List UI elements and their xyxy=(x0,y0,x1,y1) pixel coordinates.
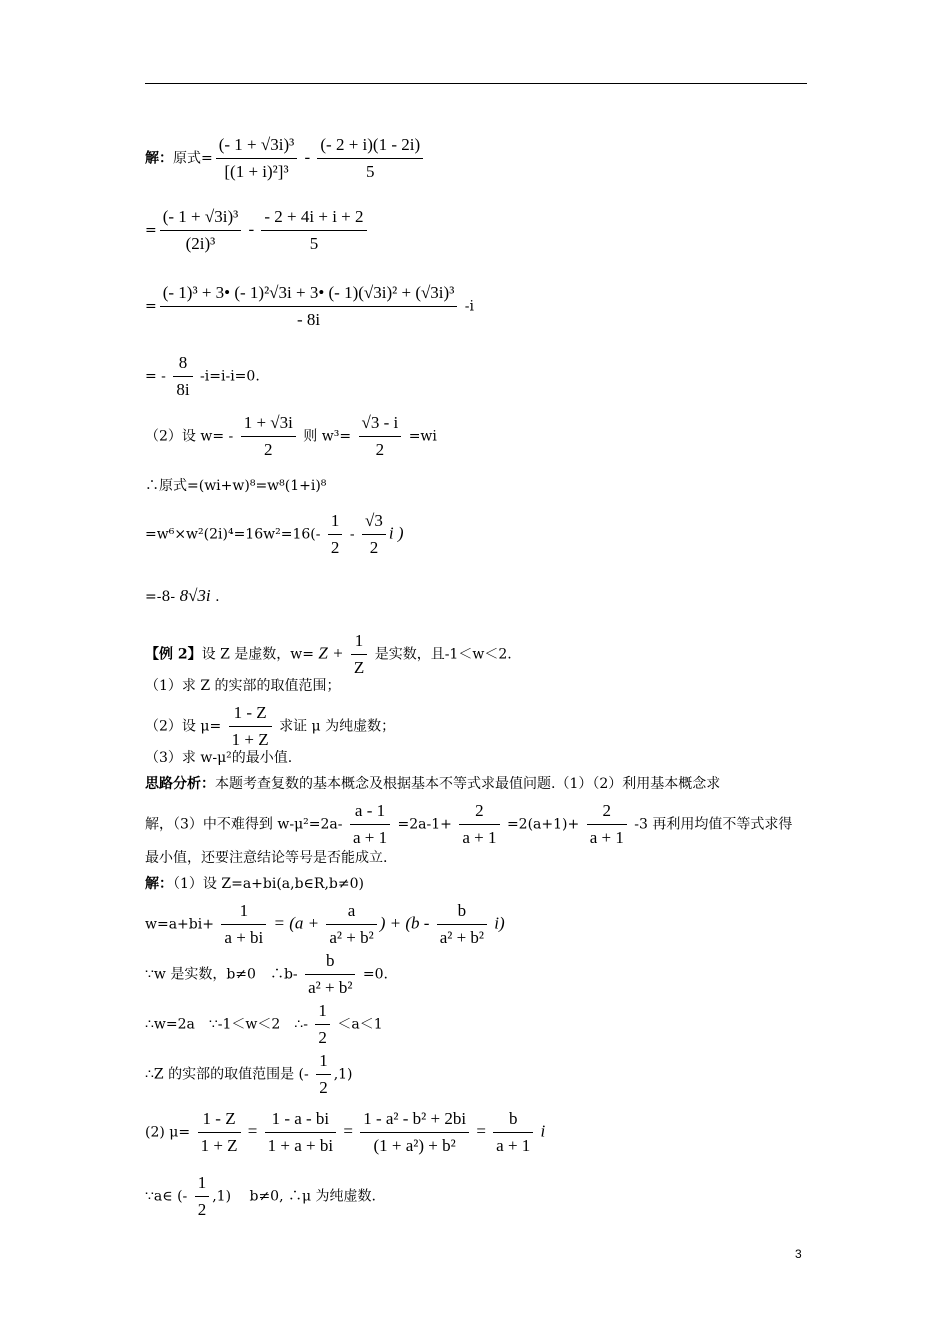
text: ∴原式=(wi+w)⁸=w⁸(1+i)⁸ xyxy=(145,478,327,494)
fraction xyxy=(359,412,402,461)
numerator: 1 xyxy=(351,630,367,655)
fraction xyxy=(587,800,627,849)
text: （2）设 w= - xyxy=(145,428,238,445)
numerator: √3 - i xyxy=(359,412,402,437)
fraction xyxy=(221,900,266,949)
question-1 xyxy=(145,676,341,696)
denominator: Z xyxy=(353,658,365,677)
fraction xyxy=(261,206,366,255)
text: 原式= xyxy=(173,150,213,167)
analysis-line-3 xyxy=(145,848,387,868)
denominator: a² + b² xyxy=(308,978,353,997)
numerator: 1 xyxy=(315,1000,330,1025)
text: (2) μ= xyxy=(145,1124,195,1141)
solution-line-1 xyxy=(145,134,426,183)
page-number: 3 xyxy=(795,1247,802,1261)
question-3 xyxy=(145,748,292,768)
numerator: b xyxy=(305,950,355,975)
text: （3）求 w-μ²的最小值. xyxy=(145,750,293,766)
fraction xyxy=(360,1108,469,1157)
text: = xyxy=(145,298,157,315)
denominator: a² + b² xyxy=(329,928,374,947)
text: =0. xyxy=(358,966,388,983)
text: =2a-1+ xyxy=(393,816,457,833)
numerator: 1 + √3i xyxy=(241,412,296,437)
text: =2(a+1)+ xyxy=(502,816,584,833)
solution-line-7 xyxy=(145,510,404,559)
operator: = xyxy=(472,1121,491,1141)
fraction xyxy=(316,1050,331,1099)
solution-label: 解： xyxy=(145,150,173,167)
fraction xyxy=(362,510,386,559)
analysis-line-1 xyxy=(145,774,720,794)
solution-line-3 xyxy=(145,282,474,331)
denominator: (2i)³ xyxy=(185,234,216,253)
text: ∴Z 的实部的取值范围是 (- xyxy=(145,1066,314,1083)
operator: - xyxy=(244,219,259,239)
solution-line-6 xyxy=(145,476,326,496)
math: i) xyxy=(490,913,505,933)
text: （1）设 Z=a+bi(a,b∈R,b≠0) xyxy=(173,876,364,892)
example-2-header xyxy=(145,630,512,679)
text: 则 w³= xyxy=(298,428,356,445)
text: =-8- xyxy=(145,589,180,605)
solution2-line-3 xyxy=(145,950,388,999)
fraction xyxy=(216,134,297,183)
numerator: a xyxy=(326,900,376,925)
denominator: 1 + Z xyxy=(231,730,269,749)
fraction xyxy=(315,1000,330,1049)
numerator: (- 1 + √3i)³ xyxy=(160,206,241,231)
text: ＜a＜1 xyxy=(332,1016,383,1033)
text: ∴w=2a ∵-1＜w＜2 ∴- xyxy=(145,1016,313,1033)
text: 解，（3）中不难得到 w-μ²=2a- xyxy=(145,816,347,833)
fraction xyxy=(351,630,367,679)
solution-line-8 xyxy=(145,586,220,607)
text: ,1) b≠0, ∴μ 为纯虚数. xyxy=(212,1188,376,1205)
analysis-line-2 xyxy=(145,800,792,849)
fraction xyxy=(459,800,499,849)
denominator: 2 xyxy=(375,440,385,459)
fraction xyxy=(493,1108,533,1157)
solution-label: 解： xyxy=(145,876,173,892)
numerator: 1 xyxy=(195,1172,210,1197)
solution-line-5 xyxy=(145,412,437,461)
solution-line-4 xyxy=(145,352,260,401)
text: 最小值，还要注意结论等号是否能成立. xyxy=(145,850,388,866)
numerator: 1 xyxy=(328,510,343,535)
fraction xyxy=(173,352,192,401)
numerator: (- 2 + i)(1 - 2i) xyxy=(317,134,423,159)
numerator: √3 xyxy=(362,510,386,535)
denominator: 5 xyxy=(309,234,319,253)
denominator: - 8i xyxy=(296,310,321,329)
text: = - xyxy=(145,368,171,385)
text: - xyxy=(345,526,360,543)
fraction xyxy=(160,206,241,255)
solution2-line-1 xyxy=(145,874,364,894)
text: i ) xyxy=(388,523,404,543)
denominator: a² + b² xyxy=(439,928,485,947)
fraction xyxy=(241,412,296,461)
solution2-line-2 xyxy=(145,900,505,949)
denominator: a + 1 xyxy=(462,828,497,847)
fraction xyxy=(328,510,343,559)
math: i xyxy=(536,1121,546,1141)
math: 8√3i xyxy=(179,586,211,605)
text: = xyxy=(145,222,157,239)
text: ∵a∈ (- xyxy=(145,1188,192,1205)
text: 本题考查复数的基本概念及根据基本不等式求最值问题.（1）（2）利用基本概念求 xyxy=(215,776,721,792)
math: ) + (b - xyxy=(379,913,434,933)
text: 设 Z 是虚数，w= xyxy=(201,646,319,663)
text: . xyxy=(210,589,220,605)
text: （1）求 Z 的实部的取值范围； xyxy=(145,678,341,694)
analysis-label: 思路分析： xyxy=(145,776,215,792)
fraction xyxy=(195,1172,210,1221)
denominator: a + bi xyxy=(224,928,264,947)
numerator: 2 xyxy=(587,800,627,825)
text: -3 再利用均值不等式求得 xyxy=(629,816,793,833)
math: = (a + xyxy=(269,913,324,933)
header-rule xyxy=(145,83,807,84)
denominator: a + 1 xyxy=(589,828,624,847)
numerator: 2 xyxy=(459,800,499,825)
denominator: (1 + a²) + b² xyxy=(373,1136,456,1155)
solution2-line-4 xyxy=(145,1000,383,1049)
numerator: b xyxy=(437,900,487,925)
numerator: (- 1)³ + 3• (- 1)²√3i + 3• (- 1)(√3i)² + (√3i)³ xyxy=(160,282,458,307)
text: =w⁶×w²(2i)⁴=16w²=16(- xyxy=(145,526,325,543)
denominator: 8i xyxy=(176,380,190,399)
solution2-line-7 xyxy=(145,1172,376,1221)
text: 是实数，且-1＜w＜2. xyxy=(370,646,512,663)
text: ,1) xyxy=(333,1066,353,1083)
numerator: 1 xyxy=(316,1050,331,1075)
question-2 xyxy=(145,702,395,751)
text: =wi xyxy=(404,428,437,445)
numerator: 1 - a² - b² + 2bi xyxy=(360,1108,469,1133)
operator: - xyxy=(300,147,315,167)
fraction xyxy=(305,950,355,999)
fraction xyxy=(317,134,423,183)
numerator: (- 1 + √3i)³ xyxy=(216,134,297,159)
text: -i xyxy=(460,298,474,315)
fraction xyxy=(198,1108,241,1157)
denominator: a + 1 xyxy=(352,828,388,847)
fraction xyxy=(437,900,487,949)
math: Z + xyxy=(318,643,348,663)
operator: = xyxy=(339,1121,358,1141)
numerator: 1 - a - bi xyxy=(265,1108,336,1133)
example-label: 【例 2】 xyxy=(145,646,202,663)
text: -i=i-i=0. xyxy=(195,368,260,385)
denominator: 2 xyxy=(330,538,340,557)
fraction xyxy=(350,800,390,849)
denominator: 2 xyxy=(319,1078,328,1097)
denominator: 1 + Z xyxy=(200,1136,238,1155)
denominator: 2 xyxy=(264,440,273,459)
denominator: [(1 + i)²]³ xyxy=(224,162,289,181)
text: w=a+bi+ xyxy=(145,916,219,933)
fraction xyxy=(229,702,272,751)
numerator: b xyxy=(493,1108,533,1133)
fraction xyxy=(160,282,458,331)
solution2-line-5 xyxy=(145,1050,353,1099)
denominator: 1 + a + bi xyxy=(267,1136,334,1155)
fraction xyxy=(265,1108,336,1157)
text: ∵w 是实数，b≠0 ∴b- xyxy=(145,966,303,983)
text: （2）设 μ= xyxy=(145,718,226,735)
text: 求证 μ 为纯虚数； xyxy=(274,718,396,735)
numerator: 1 - Z xyxy=(198,1108,241,1133)
numerator: 1 - Z xyxy=(229,702,272,727)
solution-line-2 xyxy=(145,206,370,255)
numerator: 8 xyxy=(173,352,192,377)
numerator: a - 1 xyxy=(350,800,390,825)
denominator: 2 xyxy=(318,1028,327,1047)
solution2-line-6 xyxy=(145,1108,545,1157)
denominator: 2 xyxy=(369,538,379,557)
fraction xyxy=(326,900,376,949)
numerator: 1 xyxy=(221,900,266,925)
operator: = xyxy=(243,1121,262,1141)
denominator: 5 xyxy=(366,162,375,181)
numerator: - 2 + 4i + i + 2 xyxy=(261,206,366,231)
denominator: a + 1 xyxy=(496,1136,531,1155)
denominator: 2 xyxy=(197,1200,207,1219)
